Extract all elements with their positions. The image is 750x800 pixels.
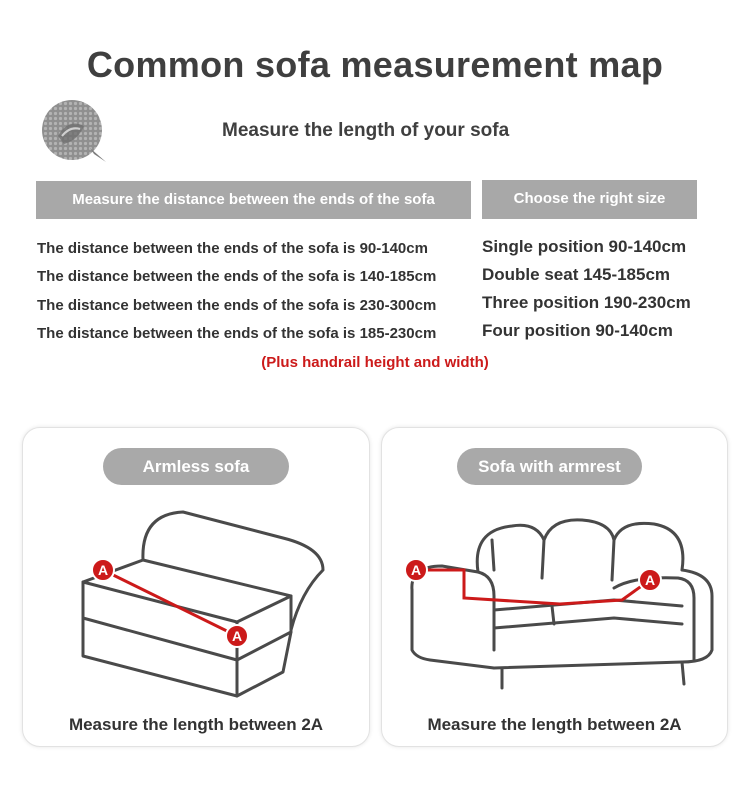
size-row: Double seat 145-185cm — [482, 265, 671, 284]
marker-a-start-label: A — [410, 562, 422, 578]
size-header-bar: Choose the right size — [482, 180, 697, 219]
size-row: Three position 190-230cm — [482, 293, 691, 312]
size-row: Four position 90-140cm — [482, 321, 673, 340]
distance-row: The distance between the ends of the sofa is 90-140cm — [37, 240, 428, 257]
marker-a-end-label: A — [644, 572, 656, 588]
armrest-sofa-caption: Measure the length between 2A — [427, 715, 682, 734]
fabric-swatch-image — [38, 96, 110, 168]
marker-a-start-label: A — [97, 562, 109, 578]
armrest-sofa-card — [381, 427, 728, 747]
armless-sofa-label: Armless sofa — [103, 448, 289, 485]
distance-row: The distance between the ends of the sofa is 140-185cm — [37, 268, 437, 285]
armless-sofa-card — [22, 427, 370, 747]
armrest-sofa-label: Sofa with armrest — [457, 448, 642, 485]
subtitle: Measure the length of your sofa — [222, 120, 510, 141]
size-row: Single position 90-140cm — [482, 237, 687, 256]
page-title: Common sofa measurement map — [86, 44, 664, 85]
armrest-sofa-illustration — [382, 500, 729, 700]
handrail-note: (Plus handrail height and width) — [261, 354, 489, 371]
armless-sofa-caption: Measure the length between 2A — [68, 715, 324, 734]
distance-row: The distance between the ends of the sofa is 185-230cm — [37, 325, 437, 342]
distance-row: The distance between the ends of the sofa is 230-300cm — [37, 297, 437, 314]
armless-sofa-illustration — [23, 500, 371, 700]
distance-header-bar: Measure the distance between the ends of the sofa — [36, 181, 471, 219]
marker-a-end-label: A — [231, 628, 243, 644]
